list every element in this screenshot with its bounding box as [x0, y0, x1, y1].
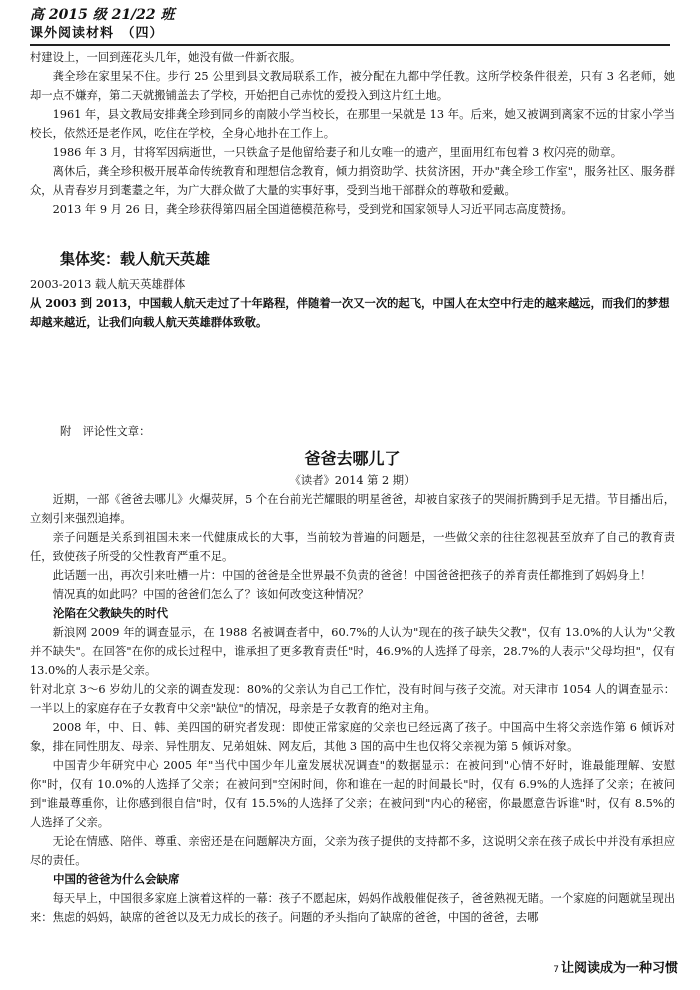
class-line: 高 2015 级 21/22 班: [30, 7, 175, 23]
section-subhead: 沦陷在父教缺失的时代: [53, 606, 168, 620]
paragraph: 无论在情感、陪伴、尊重、亲密还是在问题解决方面，父亲为孩子提供的支持都不多，这说明父亲在孩子成长中并没有承担应尽的责任。: [30, 835, 675, 867]
paragraph: 每天早上，中国很多家庭上演着这样的一幕：孩子不愿起床，妈妈作战般催促孩子，爸爸熟视无睹。一个家庭的问题就呈现出来：焦虑的妈妈，缺席的爸爸以及无力成长的孩子。问题的矛头指向了缺席的爸爸，中国的爸爸，去哪: [30, 892, 675, 924]
header-rule: [30, 44, 670, 46]
appendix-label: 附 评论性文章：: [60, 425, 151, 438]
paragraph: 此话题一出，再次引来吐槽一片：中国的爸爸是全世界最不负责的爸爸！中国爸爸把孩子的养育责任都推到了妈妈身上！: [52, 569, 652, 582]
paragraph: 近期，一部《爸爸去哪儿》火爆荧屏，5 个在台前光芒耀眼的明星爸爸，却被自家孩子的哭闹折腾到手足无措。节目播出后，立刻引来强烈追捧。: [30, 493, 675, 525]
paragraph: 中国青少年研究中心 2005 年"当代中国少年儿童发展状况调查"的数据显示：在被问到"心情不好时，谁最能理解、安慰你"时，仅有 10.0%的人选择了父亲；在被问到"空闲时间，你和谁在一起的时间最长"时，仅有 6.9%的人选择了父亲；在被问到"谁最尊重你，让你感到很自信"时，仅有 15.5%的人选择了父亲；在被问到"内心的秘密，你最愿意告诉谁"时，仅有 8.5%的人选择了父亲。: [30, 759, 675, 829]
award-subtitle: 2003-2013 载人航天英雄群体: [30, 278, 186, 291]
footer-slogan: 让阅读成为一种习惯: [560, 961, 678, 976]
award-body: 从 2003 到 2013，中国载人航天走过了十年路程，伴随着一次又一次的起飞，中国人在太空中行走的越来越远，而我们的梦想却越来越近，让我们向载人航天英雄群体致敬。: [30, 296, 670, 329]
material-line: 课外阅读材料 （四）: [30, 26, 164, 41]
article-title: 爸爸去哪儿了: [304, 449, 401, 468]
top-section: [30, 48, 675, 219]
paragraph: 2008 年，中、日、韩、美四国的研究者发现：即使正常家庭的父亲也已经远离了孩子。中国高中生将父亲选作第 6 倾诉对象，排在同性朋友、母亲、异性朋友、兄弟姐妹、网友后，其他 3 国的高中生也仅将父亲视为第 5 倾诉对象。: [30, 721, 675, 753]
paragraph: 村建设上，一回到莲花头几年，她没有做一件新衣服。: [30, 51, 302, 64]
article-source: 《读者》2014 第 2 期）: [289, 474, 416, 487]
page-footer: [553, 957, 678, 976]
paragraph: 情况真的如此吗？中国的爸爸们怎么了？该如何改变这种情况？: [52, 588, 369, 601]
paragraph: 亲子问题是关系到祖国未来一代健康成长的大事，当前较为普遍的问题是，一些做父亲的往往忽视甚至放弃了自己的教育责任，致使孩子所受的父性教育严重不足。: [30, 531, 675, 563]
section-subhead: 中国的爸爸为什么会缺席: [53, 872, 180, 886]
collective-award-section: [30, 249, 675, 332]
page-header: [30, 6, 670, 43]
paragraph: 针对北京 3～6 岁幼儿的父亲的调查发现：80%的父亲认为自己工作忙，没有时间与孩子交流。对天津市 1054 人的调查显示：一半以上的家庭存在子女教育中父亲"缺位"的情况，母亲是子女教育的绝对主角。: [30, 683, 675, 715]
paragraph: 2013 年 9 月 26 日，龚全珍获得第四届全国道德模范称号，受到党和国家领导人习近平同志高度赞扬。: [52, 203, 573, 216]
appendix-section: [30, 422, 675, 927]
paragraph: 龚全珍在家里呆不住。步行 25 公里到县文教局联系工作，被分配在九都中学任教。这所学校条件很差，只有 3 名老师，她却一点不嫌弃，第二天就搬铺盖去了学校，开始把自己赤忱的爱投入到这片红土地。: [30, 70, 675, 102]
paragraph: 1961 年，县文教局安排龚全珍到同乡的南陂小学当校长，在那里一呆就是 13 年。后来，她又被调到离家不远的甘家小学当校长，依然还是老作风，吃住在学校，全身心地扑在工作上。: [30, 108, 675, 140]
page-content: [30, 48, 675, 927]
paragraph: 新浪网 2009 年的调查显示，在 1988 名被调查者中，60.7%的人认为"现在的孩子缺失父教"，仅有 13.0%的人认为"父教并不缺失"。在回答"在你的成长过程中，谁承担了更多教育责任"时，46.9%的人选择了母亲，28.7%的人表示"父母均担"，仅有 13.0%的人表示是父亲。: [30, 626, 675, 677]
paragraph: 1986 年 3 月，甘将军因病逝世，一只铁盒子是他留给妻子和儿女唯一的遗产，里面用红布包着 3 枚闪亮的勋章。: [52, 146, 623, 159]
page-number: 7: [553, 965, 559, 975]
award-heading: 集体奖：载人航天英雄: [60, 250, 211, 268]
paragraph: 离休后，龚全珍积极开展革命传统教育和理想信念教育，倾力捐资助学、扶贫济困，开办"龚全珍工作室"，服务社区、服务群众，从青春岁月到耄耋之年，为广大群众做了大量的实事好事，受到当地干部群众的尊敬和爱戴。: [30, 165, 675, 197]
